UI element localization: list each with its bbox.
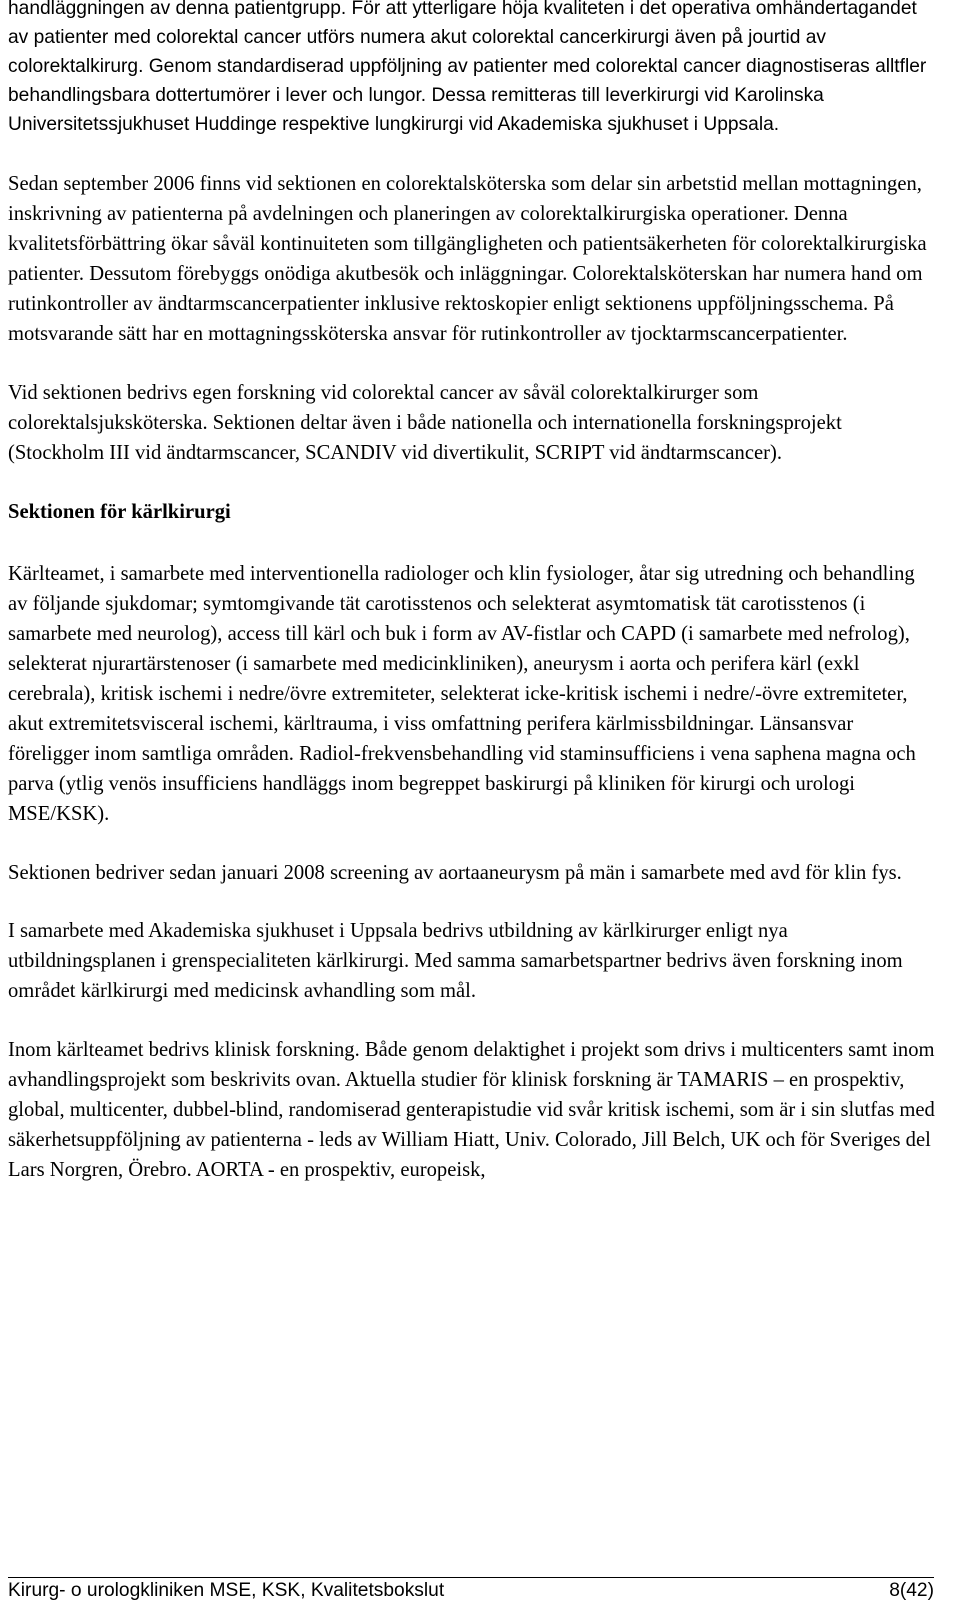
paragraph-clinical-research: Inom kärlteamet bedrivs klinisk forskning. Både genom delaktighet i projekt som drivs i multicenters samt inom avhandlingsprojekt som beskrivits ovan. Aktuella studier för klinisk forskning är TAMARIS – en prospektiv, global, multicenter, dubbel-blind, randomiserad genterapistudie vid svår kritisk ischemi, som är i sin slutfas med säkerhetsuppföljning av patienterna - leds av William Hiatt, Univ. Colorado, Jill Belch, UK och för Sveriges del Lars Norgren, Örebro. AORTA - en prospektiv, europeisk, (8, 1039, 935, 1181)
paragraph-colorectal-research: Vid sektionen bedrivs egen forskning vid colorektal cancer av såväl colorektalkirurger som colorektalsjuksköterska. Sektionen deltar även i både nationella och internationella forskningsprojekt (Stockholm III vid ändtarmscancer, SCANDIV vid divertikulit, SCRIPT vid ändtarmscancer). (8, 382, 842, 464)
footer-title: Kirurg- o urologkliniken MSE, KSK, Kvalitetsbokslut (8, 1580, 445, 1601)
paragraph-aaa-screening: Sektionen bedriver sedan januari 2008 screening av aortaaneurysm på män i samarbete med avd för klin fys. (8, 862, 902, 884)
document-page (8, 0, 938, 1214)
section-heading-vascular-surgery: Sektionen för kärlkirurgi (8, 501, 231, 523)
paragraph-training: I samarbete med Akademiska sjukhuset i Uppsala bedrivs utbildning av kärlkirurger enligt nya utbildningsplanen i grenspecialiteten kärlkirurgi. Med samma samarbetspartner bedrivs även forskning inom området kärlkirurgi med medicinsk avhandling som mål. (8, 920, 903, 1002)
page-footer (8, 1577, 934, 1604)
paragraph-colorectal-followup: handläggningen av denna patientgrupp. För att ytterligare höja kvaliteten i det operativa omhändertagandet av patienter med colorektal cancer utförs numera akut colorektal cancerkirurgi även på jourtid av colorektalkirurg. Genom standardiserad uppföljning av patienter med colorektal cancer diagnostiseras alltfler behandlingsbara dottertumörer i lever och lungor. Dessa remitteras till leverkirurgi vid Karolinska Universitetssjukhuset Huddinge respektive lungkirurgi vid Akademiska sjukhuset i Uppsala. (8, 0, 927, 135)
paragraph-vascular-team: Kärlteamet, i samarbete med interventionella radiologer och klin fysiologer, åtar sig utredning och behandling av följande sjukdomar; symtomgivande tät carotisstenos och selekterat asymtomatisk tät carotisstenos (i samarbete med neurolog), access till kärl och buk i form av AV-fistlar och CAPD (i samarbete med nefrolog), selekterat njurartärstenoser (i samarbete med medicinkliniken), aneurysm i aorta och perifera kärl (exkl cerebrala), kritisk ischemi i nedre/övre extremiteter, selekterat icke-kritisk ischemi i nedre/-övre extremiteter, akut extremitetsvisceral ischemi, kärltrauma, i viss omfattning perifera kärlmissbildningar. Länsansvar föreligger inom samtliga områden. Radiol-frekvensbehandling vid staminsufficiens i vena saphena magna och parva (ytlig venös insufficiens handläggs inom begreppet baskirurgi på kliniken för kirurgi och urologi MSE/KSK). (8, 563, 916, 825)
page-number: 8(42) (889, 1580, 934, 1601)
paragraph-colorectal-nurse: Sedan september 2006 finns vid sektionen en colorektalsköterska som delar sin arbetstid mellan mottagningen, inskrivning av patienterna på avdelningen och planeringen av colorektalkirurgiska operationer. Denna kvalitetsförbättring ökar såväl kontinuiteten som tillgängligheten och patientsäkerheten för colorektalkirurgiska patienter. Dessutom förebyggs onödiga akutbesök och inläggningar. Colorektalsköterskan har numera hand om rutinkontroller av ändtarmscancerpatienter inklusive rektoskopier enligt sektionens uppföljningsschema. På motsvarande sätt har en mottagningssköterska ansvar för rutinkontroller av tjocktarmscancerpatienter. (8, 173, 927, 345)
